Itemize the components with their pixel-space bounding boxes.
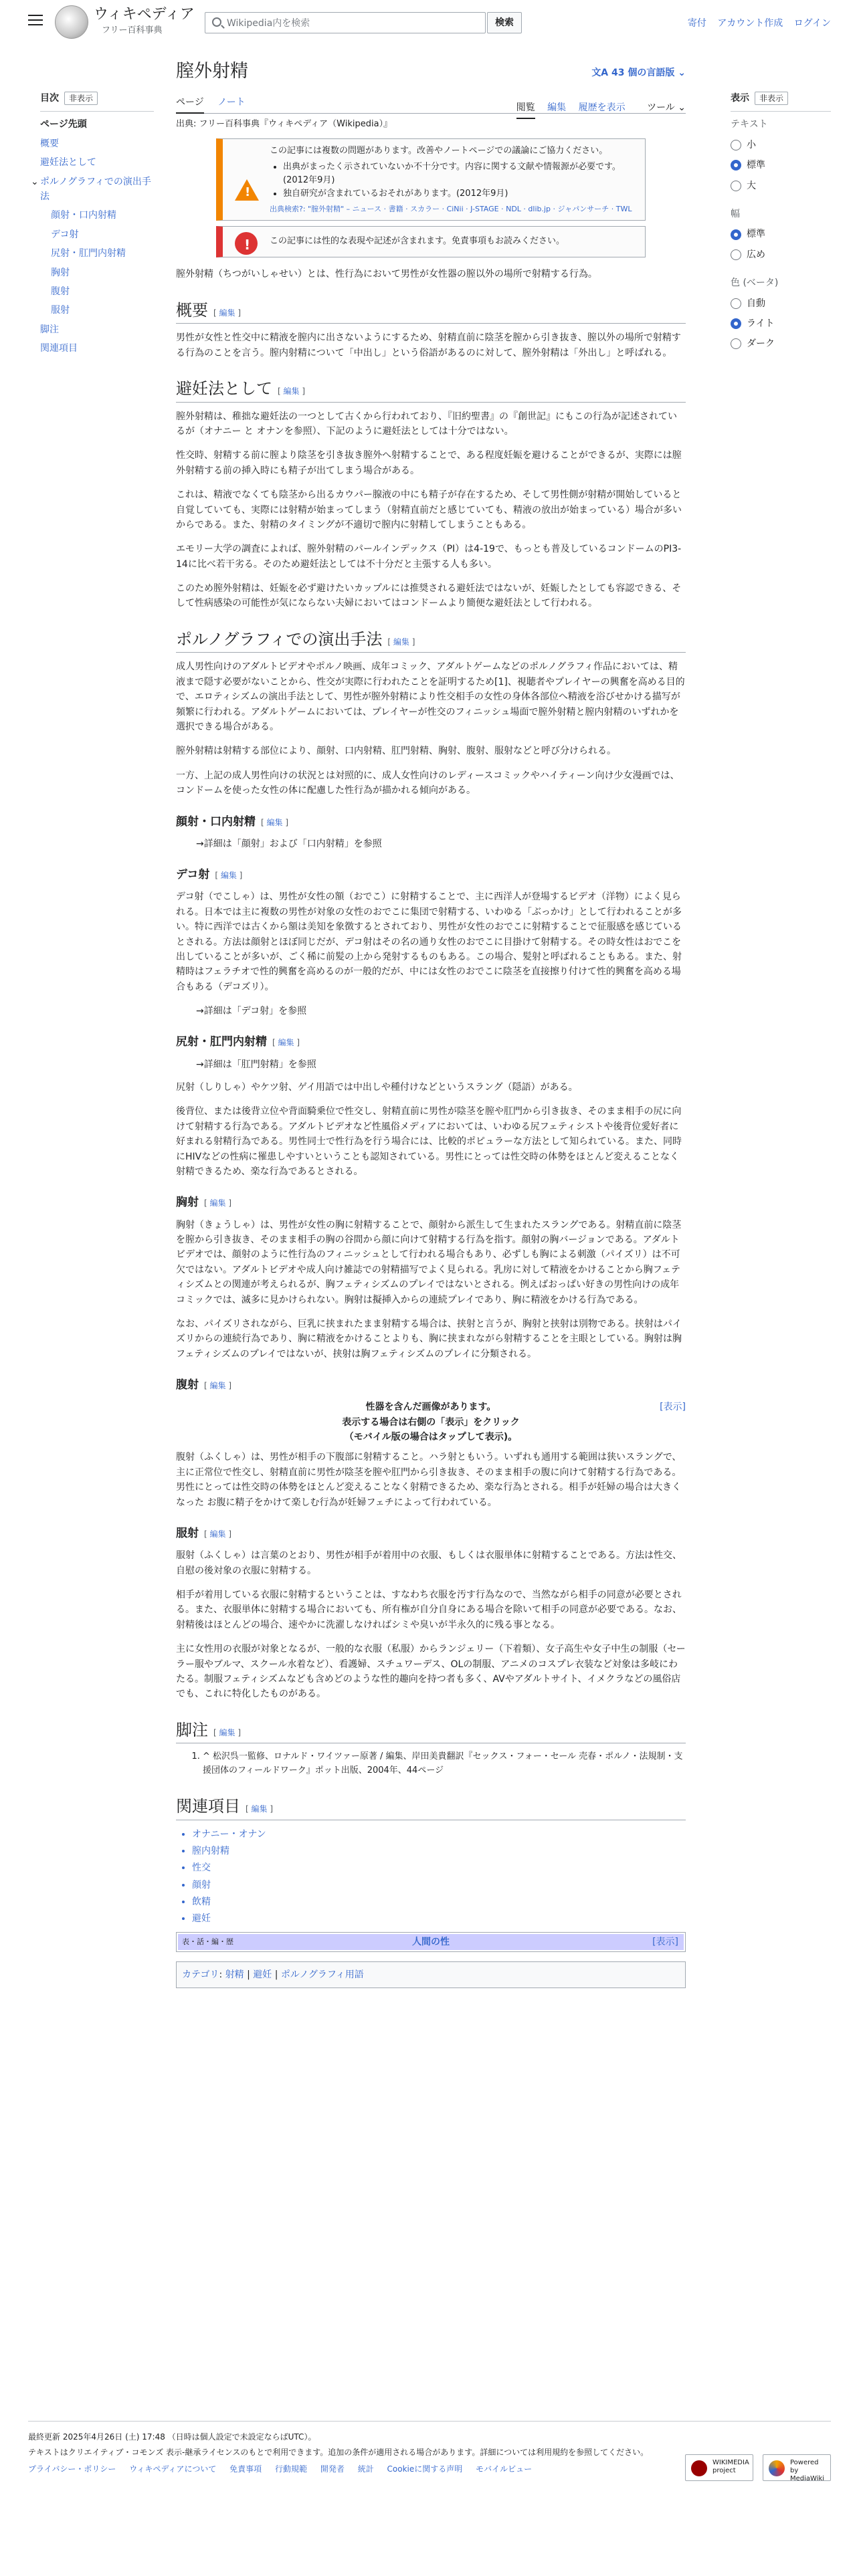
menu-icon[interactable] — [28, 15, 43, 25]
issues-intro: この記事には複数の問題があります。改善やノートページでの議論にご協力ください。 — [270, 145, 608, 156]
radio-label: 小 — [747, 139, 756, 150]
appearance-title: 表示 — [731, 93, 749, 104]
footer-link[interactable]: プライバシー・ポリシー — [28, 2464, 116, 2474]
category-link[interactable]: 射精 — [225, 1969, 244, 1980]
donate-link[interactable]: 寄付 — [687, 18, 706, 29]
radio-circle-selected[interactable] — [731, 160, 741, 171]
related-item[interactable]: • 飲精 — [192, 1895, 686, 1909]
badge-label: Powered by MediaWiki — [790, 2459, 825, 2482]
tab-read[interactable]: 閲覧 — [516, 95, 535, 119]
radio-label: ダーク — [747, 338, 775, 350]
search-input[interactable] — [205, 12, 486, 33]
search-button[interactable]: 検索 — [487, 12, 522, 33]
radio-circle[interactable] — [731, 249, 741, 260]
radio-label: ライト — [747, 318, 775, 329]
toc-item-porn[interactable] — [31, 175, 154, 205]
radio-width-standard[interactable] — [731, 227, 831, 241]
categories-label[interactable]: カテゴリ — [182, 1969, 219, 1980]
category-link[interactable]: ポルノグラフィ用語 — [280, 1969, 364, 1980]
toc-item-chest[interactable]: 胸射 — [51, 267, 70, 278]
toc-item-porn-label: ポルノグラフィでの演出手法 — [40, 176, 151, 202]
footer-link[interactable]: 免責事項 — [229, 2464, 262, 2474]
section-title: 脚注 — [176, 1720, 208, 1739]
navbox-vte[interactable]: 表・話・編・歴 — [182, 1937, 233, 1946]
edit-link[interactable]: [ 編集 ] — [213, 308, 241, 318]
appearance-panel — [731, 91, 831, 357]
logo-wordmark[interactable]: ウィキペディア — [94, 6, 195, 23]
tab-tools-label: ツール — [647, 102, 675, 113]
text-size-heading: テキスト — [731, 119, 768, 130]
paragraph: 尻射（しりしゃ）やケツ射、ゲイ用語では中出しや種付けなどというスラング（隠語）がある。 — [176, 1082, 578, 1093]
image-spoiler — [176, 1400, 686, 1444]
toc-sidebar — [31, 91, 154, 360]
tab-history[interactable]: 履歴を表示 — [578, 102, 626, 113]
paragraph: 後背位、または後背立位や背面騎乗位で性交し、射精直前に男性が陰茎を膣や肛門から引き抜き、そのまま相手の尻に向けて射精する行為である。アダルトビデオなど性風俗メディアにおいては、いわゆる尻フェティシストや後背位愛好者に好まれる射精行為である。男性同士で性行為を行う場合には、比較的ポピュラーな方法として知られている。また、同時にHIVなどの性病に罹患しやすいということも認知されている。男性にとっては性交時の体勢をほとんど変えることなく射精できるため、楽な行為であるとされる。 — [176, 1106, 682, 1177]
related-item[interactable]: • 顔射 — [192, 1878, 686, 1893]
radio-text-large[interactable] — [731, 179, 831, 193]
paragraph: 胸射（きょうしゃ）は、男性が女性の胸に射精することで、顔射から派生して生まれたスラングである。射精直前に陰茎を膣から引き抜き、そのまま相手の胸の谷間から顔に向けて射精する行為を指す。顔射の胸バージョンである。アダルトビデオでは、顔射のように性行為のフィニッシュとして行われる場合もあり、必ずしも胸による刺激（パイズリ）は不可欠ではない。アダルトビデオや成人向け雑誌での射精描写でよく見られる。乳房に対して精液をかけることから胸フェティシズムとの関連が考えられるが、胸フェティシズムのプレイではないとされる。例えばおっぱい好きの男性向けの成年コミックでは、滅多に見かけられない。胸射は擬挿入からの連続プレイであり、胸に精液をかける行為である。 — [176, 1219, 682, 1305]
subsection-facial-heading — [176, 813, 686, 831]
section-title: ポルノグラフィでの演出手法 — [176, 629, 383, 649]
navbox-title[interactable]: 人間の性 — [412, 1936, 450, 1947]
toc-item-facial[interactable]: 顔射・口内射精 — [51, 210, 116, 221]
radio-label: 標準 — [747, 229, 765, 240]
intro-paragraph: 膣外射精（ちつがいしゃせい）とは、性行為において男性が女性器の膣以外の場所で射精する行為。 — [176, 269, 597, 280]
radio-color-dark[interactable] — [731, 336, 831, 351]
subsection-title: 尻射・肛門内射精 — [176, 1035, 267, 1049]
wikipedia-logo[interactable] — [55, 5, 88, 39]
last-modified: 最終更新 2025年4月26日 (土) 17:48 （日時は個人設定で未設定ならばUTC）。 — [28, 2432, 316, 2442]
subsection-title: 胸射 — [176, 1196, 199, 1210]
page-source-note: 出典: フリー百科事典『ウィキペディア（Wikipedia）』 — [176, 119, 393, 129]
page-tabs — [176, 90, 686, 114]
category-links: カテゴリ: 射精 | 避妊 | ポルノグラフィ用語 — [176, 1961, 686, 1988]
color-heading: 色 (ベータ) — [731, 278, 779, 289]
toc-item-overview[interactable]: 概要 — [40, 138, 59, 149]
width-heading: 幅 — [731, 208, 740, 219]
paragraph: 男性が女性と性交中に精液を膣内に出さないようにするため、射精直前に陰茎を膣から引き抜き、膣以外の場所で射精する行為のことを言う。膣内射精について「中出し」という俗語があるのに対して、膣外射精は「外出し」と呼ばれる。 — [176, 332, 681, 358]
radio-label: 大 — [747, 180, 756, 191]
footer-link[interactable]: 統計 — [357, 2464, 374, 2474]
toc-item-related[interactable]: 関連項目 — [40, 343, 78, 354]
section-title: 関連項目 — [176, 1796, 240, 1816]
divider — [731, 111, 831, 112]
radio-color-auto[interactable] — [731, 296, 831, 311]
toc-item-top[interactable]: ページ先頭 — [40, 119, 87, 130]
reference-item: 1. ^ 松沢呉一監修、ロナルド・ワイツァー原著 / 編集、岸田美貴翻訳『セックス・フォー・セール 売春・ポルノ・法規制・支援団体のフィールドワーク』ポット出版、2004年、44ページ — [203, 1750, 686, 1778]
radio-circle[interactable] — [731, 298, 741, 309]
wikimedia-icon — [691, 2460, 707, 2476]
license-text: テキストはクリエイティブ・コモンズ 表示-継承ライセンスのもとで利用できます。追加の条件が適用される場合があります。詳細については利用規約を参照してください。 — [28, 2448, 649, 2458]
spoiler-line: 表示する場合は右側の「表示」をクリック — [342, 1416, 520, 1428]
tab-tools[interactable]: ツール ⌄ — [638, 90, 686, 115]
paragraph: 膣外射精は射精する部位により、顔射、口内射精、肛門射精、胸射、腹射、服射などと呼び分けられる。 — [176, 746, 616, 757]
radio-width-wide[interactable] — [731, 247, 831, 262]
search-placeholder: Wikipedia内を検索 — [227, 18, 310, 29]
toc-header — [40, 91, 154, 106]
footer-link[interactable]: モバイルビュー — [476, 2464, 533, 2474]
paragraph: 性交時、射精する前に膣より陰茎を引き抜き膣外へ射精することで、ある程度妊娠を避けることができるが、実際には膣外射精する前の挿入時にも精子が出てしまう場合がある。 — [176, 450, 682, 476]
login-link[interactable]: ログイン — [793, 18, 831, 29]
section-notes-heading — [176, 1719, 686, 1744]
section-porn-heading — [176, 629, 686, 653]
page-title: 膣外射精 — [176, 61, 248, 82]
navbox — [176, 1932, 686, 1952]
language-button[interactable]: 文A 43 個の言語版 ⌄ — [591, 68, 686, 78]
edit-link[interactable]: [ 編集 ] — [246, 1804, 273, 1814]
section-title: 概要 — [176, 300, 208, 320]
sexual-content-notice — [216, 226, 646, 257]
edit-link[interactable]: [ 編集 ] — [278, 387, 305, 396]
navbox-show-button[interactable]: [表示] — [652, 1936, 678, 1947]
paragraph: 膣外射精は、稚拙な避妊法の一つとして古くから行われており、『旧約聖書』の『創世記』にもこの行為が記述されているが（オナニー と オナンを参照）、下記のように避妊法としては十分ではない。 — [176, 411, 677, 437]
footer-link[interactable]: 開発者 — [320, 2464, 345, 2474]
subsection-chest-heading — [176, 1194, 686, 1212]
toc-title: 目次 — [40, 93, 59, 104]
site-header — [0, 0, 859, 44]
edit-link[interactable]: [ 編集 ] — [215, 871, 242, 880]
paragraph: このため膣外射精は、妊娠を必ず避けたいカップルには推奨される避妊法ではないが、妊娠したとしても容認できる、そして性病感染の可能性が気にならない夫婦においてはコンドームより簡便な避妊法として行われる。 — [176, 583, 682, 609]
radio-label: 自動 — [747, 298, 765, 309]
edit-link[interactable]: [ 編集 ] — [272, 1038, 300, 1047]
edit-link[interactable]: [ 編集 ] — [387, 637, 415, 647]
footer-link[interactable]: Cookieに関する声明 — [387, 2464, 463, 2474]
tab-edit[interactable]: 編集 — [547, 102, 567, 113]
divider — [40, 111, 154, 112]
main-content — [176, 53, 686, 1988]
related-item[interactable]: • 避妊 — [192, 1911, 686, 1926]
appearance-header — [731, 91, 831, 106]
paragraph: 腹射（ふくしゃ）は、男性が相手の下腹部に射精すること。ハラ射ともいう。いずれも通用する範囲は狭いスラングで、主に正常位で性交し、射精直前に男性が陰茎を膣や肛門から引き抜き、そのまま相手の腹に向けて射精する行為である。男性にとっては性交時の体勢をほとんど変えることなく射精できるため、楽な行為とされる。相手が妊婦の場合は大きくなった お腹に精子をかけて楽しむ行為が妊婦フェチによって行われている。 — [176, 1452, 682, 1508]
spoiler-line: （モバイル版の場合はタップして表示)。 — [344, 1432, 518, 1443]
mediawiki-badge[interactable] — [763, 2454, 831, 2481]
alert-icon — [235, 232, 258, 255]
radio-label: 広め — [747, 249, 765, 260]
sexual-content-text: この記事には性的な表現や記述が含まれます。免責事項もお読みください。 — [270, 236, 565, 247]
edit-link[interactable]: [ 編集 ] — [261, 818, 288, 827]
tab-talk[interactable]: ノート — [217, 97, 246, 108]
divider — [28, 2421, 831, 2422]
issues-notice — [216, 138, 646, 221]
subsection-title: 腹射 — [176, 1378, 199, 1392]
subsection-title: 顔射・口内射精 — [176, 815, 256, 829]
radio-color-light[interactable] — [731, 316, 831, 331]
radio-text-small[interactable] — [731, 138, 831, 152]
warning-icon — [235, 179, 259, 201]
toc-item-belly[interactable]: 腹射 — [51, 286, 70, 297]
radio-circle-selected[interactable] — [731, 318, 741, 329]
toc-hide-button[interactable]: 非表示 — [64, 92, 98, 105]
section-related-heading — [176, 1796, 686, 1820]
edit-link[interactable]: [ 編集 ] — [204, 1198, 231, 1208]
references-list — [203, 1750, 686, 1778]
related-item[interactable]: • 性交 — [192, 1860, 686, 1875]
hatnote: →詳細は「顔射」および「口内射精」を参照 — [196, 838, 382, 849]
edit-link[interactable]: [ 編集 ] — [204, 1529, 231, 1539]
edit-link[interactable]: [ 編集 ] — [213, 1728, 241, 1737]
paragraph: エモリー大学の調査によれば、膣外射精のパールインデックス（PI）は4-19で、もっとも普及しているコンドームのPI3-14に比べ若干劣る。そのため避妊法としては不十分だと主張する人も多い。 — [176, 544, 682, 570]
radio-circle[interactable] — [731, 140, 741, 150]
category-link[interactable]: 避妊 — [253, 1969, 272, 1980]
navbox-header — [178, 1934, 684, 1950]
search-icon — [212, 17, 221, 27]
footer-link[interactable]: ウィキペディアについて — [129, 2464, 217, 2474]
paragraph: 一方、上記の成人男性向けの状況とは対照的に、成人女性向けのレディースコミックやハイティーン向け少女漫画では、コンドームを使った女性の体に配慮した性行為が描かれる傾向がある。 — [176, 770, 680, 796]
subsection-title: 服射 — [176, 1527, 199, 1541]
show-button[interactable]: [表示] — [660, 1402, 686, 1413]
subsection-deco-heading — [176, 866, 686, 884]
radio-circle-selected[interactable] — [731, 229, 741, 240]
radio-circle[interactable] — [731, 181, 741, 191]
badge-label: WIKIMEDIA project — [712, 2459, 749, 2474]
language-count: 43 個の言語版 — [611, 68, 675, 78]
toc-item-clothes[interactable]: 服射 — [51, 305, 70, 316]
radio-circle[interactable] — [731, 338, 741, 349]
radio-text-standard[interactable] — [731, 158, 831, 173]
paragraph: 成人男性向けのアダルトビデオやポルノ映画、成年コミック、アダルトゲームなどのポルノグラフィ作品においては、精液まで隠す必要がないことから、性交が実際に行われたことを証明するため[1]、視聴者やプレイヤーの興奮を高める目的で、エロティシズムの演出手法として、男性が膣外射精により性交相手の女性の身体各部位へ精液を浴びせかける描写が頻繁に行われる。アダルトゲームにおいては、プレイヤーが性交のフィニッシュ場面で膣外射精と膣内射精のいずれかを選択できる場合がある。 — [176, 661, 685, 733]
edit-link[interactable]: [ 編集 ] — [204, 1381, 231, 1390]
toc-item-deco[interactable]: デコ射 — [51, 229, 79, 240]
page-footer — [28, 2421, 831, 2482]
radio-label: 標準 — [747, 160, 765, 171]
subsection-buttocks-heading — [176, 1033, 686, 1051]
hatnote: →詳細は「肛門射精」を参照 — [196, 1059, 316, 1070]
mediawiki-icon — [769, 2460, 785, 2476]
appearance-hide-button[interactable]: 非表示 — [755, 92, 788, 105]
related-item[interactable]: • オナニー・オナン — [192, 1827, 686, 1842]
toc-item-contraception[interactable]: 避妊法として — [40, 157, 96, 169]
wikimedia-badge[interactable] — [685, 2454, 753, 2481]
subsection-title: デコ射 — [176, 868, 210, 882]
paragraph: 相手が着用している衣服に射精するということは、すなわち衣服を汚す行為なので、当然ながら相手の同意が必要とされる。また、衣服単体に射精する場合においても、所有権が自分自身にある場合を除いて相手の同意が必要である。なお、射精後はほとんどの場合、速やかに洗濯しなければシミや臭いが半永久的に残る事となる。 — [176, 1589, 682, 1630]
issue-sources: • 出典がまったく示されていないか不十分です。内容に関する文献や情報源が必要です。(2012年9月) — [283, 160, 638, 187]
create-account-link[interactable]: アカウント作成 — [717, 18, 783, 29]
related-list — [192, 1827, 686, 1927]
section-overview-heading — [176, 300, 686, 324]
chevron-down-icon[interactable]: ⌄ — [31, 176, 39, 187]
footer-link[interactable]: 行動規範 — [275, 2464, 308, 2474]
paragraph: 服射（ふくしゃ）は言葉のとおり、男性が相手が着用中の衣服、もしくは衣服単体に射精することである。方法は性交、自慰の後対象の衣服に射精する。 — [176, 1550, 682, 1576]
tab-page[interactable]: ページ — [176, 90, 204, 114]
related-item[interactable]: • 膣内射精 — [192, 1844, 686, 1858]
subsection-belly-heading — [176, 1376, 686, 1394]
paragraph: これは、精液でなくても陰茎から出るカウパー腺液の中にも精子が存在するため、そして男性側が射精が開始していると自覚していても、実際には射精が始まってしまう（射精直前だと感じていても、精液の放出が始まっている）場合が多いからである。また、射精のタイミングが不適切で膣内に射精してしまうこともある。 — [176, 490, 682, 530]
logo-tagline: フリー百科事典 — [102, 25, 163, 35]
spoiler-line: 性器を含んだ画像があります。 — [365, 1402, 496, 1413]
language-icon: 文A — [591, 68, 612, 78]
subsection-clothes-heading — [176, 1525, 686, 1543]
personal-tools — [680, 16, 831, 31]
section-contraception-heading — [176, 378, 686, 403]
issue-original-research: • 独自研究が含まれているおそれがあります。(2012年9月) — [283, 187, 638, 201]
issues-list — [283, 160, 638, 201]
paragraph: デコ射（でこしゃ）は、男性が女性の額（おでこ）に射精することで、主に西洋人が登場するビデオ（洋物）によく見られる。日本では主に複数の男性が対象の女性のおでこに集団で射精する、いわゆる「ぶっかけ」として行われることが多い。特に西洋では古くから額は美知を象徴するとされており、男性が女性のおでこに射精することで征服感を感じているとされる。方法は顔射とほぼ同じだが、デコ射はその名の通り女性のおでこに目掛けて射精する。その時女性はおでこを出していることが多いが、ごく稀に前髪の上から発射するものもある。この場合、髪射と呼ばれることもある。また、射精時はフェラチオで性的興奮を高めるのが一般的だが、中には女性のおでこに陰茎を直接擦り付けて性的興奮を高める場合もある（デコズリ）。 — [176, 891, 682, 992]
paragraph: 主に女性用の衣服が対象となるが、一般的な衣服（私服）からランジェリー（下着類）、女子高生や女子中生の制服（セーラー服やブルマ、スクール水着など）、看護婦、スチュワーデス、OLの制服、アニメのコスプレ衣装など対象は多岐にわたる。制服フェティシズムなども含めどのような性的趣向を持つ者も多く、AVやアダルトサイト、イメクラなどの風俗店でも、これに特化したものがある。 — [176, 1644, 686, 1700]
source-search-links[interactable]: 出典検索?: "膣外射精" – ニュース · 書籍 · スカラー · CiNii · J-STAGE · NDL · dlib.jp · ジャパンサーチ · TWL — [270, 205, 632, 214]
hatnote: →詳細は「デコ射」を参照 — [196, 1006, 307, 1017]
paragraph: なお、パイズリされながら、巨乳に挟まれたまま射精する場合は、挟射と言うが、胸射と挟射は別物である。挟射はパイズリからの連続行為であり、胸に精液をかけることよりも、胸に挟まれながら射精することを主眼としている。胸射は胸フェティシズムのプレイではないが、挟射は胸フェティシズムのプレイに分類される。 — [176, 1318, 682, 1360]
toc-item-notes[interactable]: 脚注 — [40, 324, 59, 335]
section-title: 避妊法として — [176, 379, 272, 398]
toc-item-buttocks[interactable]: 尻射・肛門内射精 — [51, 248, 126, 259]
